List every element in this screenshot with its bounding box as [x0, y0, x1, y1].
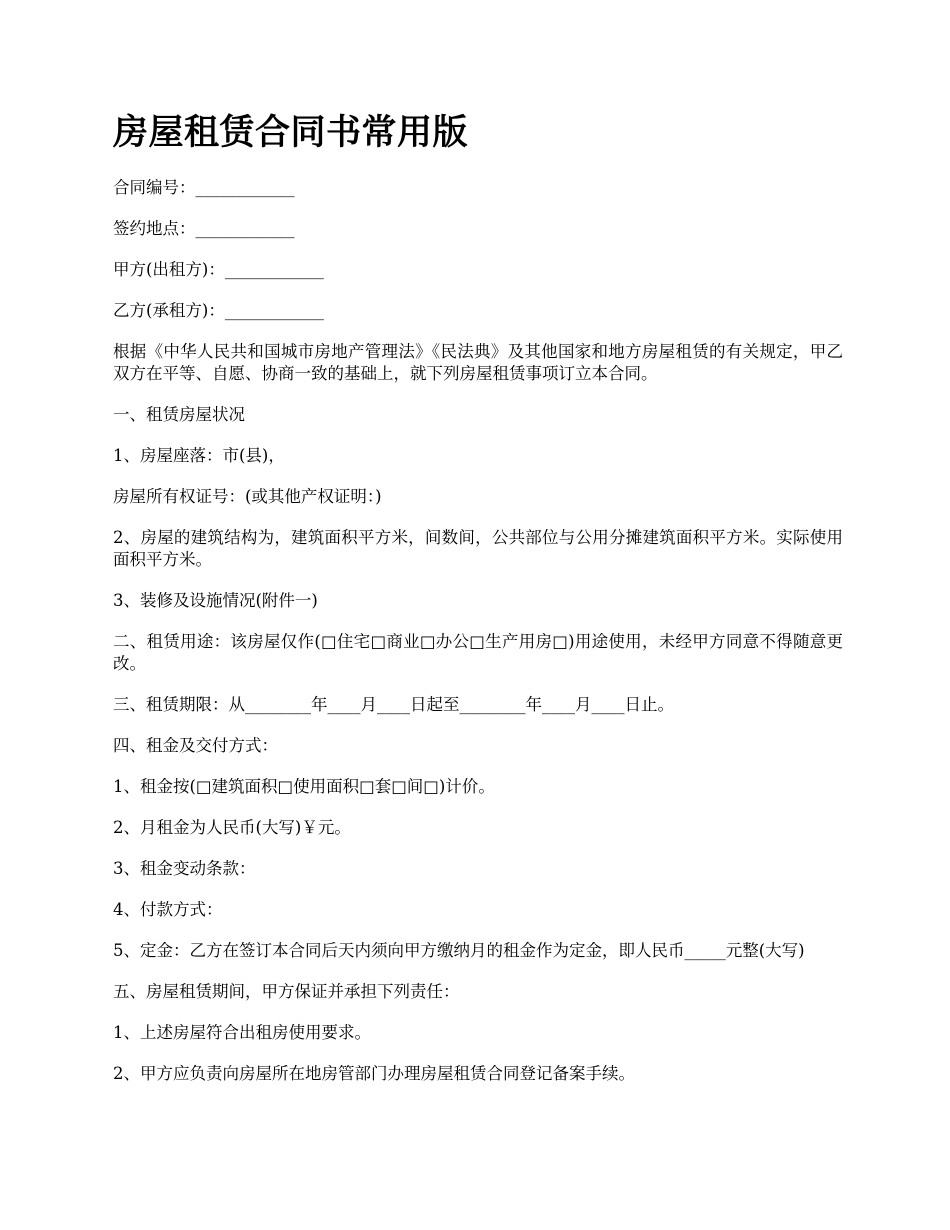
clause-paragraph: 2、甲方应负责向房屋所在地房管部门办理房屋租赁合同登记备案手续。: [113, 1064, 635, 1083]
contract-number-field: 合同编号：____________: [113, 178, 295, 197]
clause-paragraph: 3、装修及设施情况(附件一): [113, 591, 318, 610]
clause-paragraph: 5、定金：乙方在签订本合同后天内须向甲方缴纳月的租金作为定金，即人民币_____元整(大写): [113, 941, 805, 960]
clause-paragraph: 房屋所有权证号：(或其他产权证明：): [113, 487, 382, 506]
section-heading: 四、租金及交付方式：: [113, 736, 278, 755]
section-heading: 三、租赁期限：从________年____月____日起至________年____月____日止。: [113, 695, 674, 714]
signing-location-field: 签约地点：____________: [113, 219, 295, 238]
section-heading: 二、租赁用途：该房屋仅作(□住宅□商业□办公□生产用房□)用途使用，未经甲方同意不得随意更改。: [113, 632, 843, 673]
party-a-field: 甲方(出租方)：____________: [113, 260, 324, 279]
clause-paragraph: 3、租金变动条款：: [113, 859, 256, 878]
preamble-paragraph: 根据《中华人民共和国城市房地产管理法》《民法典》及其他国家和地方房屋租赁的有关规定，甲乙双方在平等、自愿、协商一致的基础上，就下列房屋租赁事项订立本合同。: [113, 342, 843, 383]
clause-paragraph: 2、月租金为人民币(大写)￥元。: [113, 818, 351, 837]
clause-paragraph: 1、上述房屋符合出租房使用要求。: [113, 1023, 371, 1042]
section-heading: 五、房屋租赁期间，甲方保证并承担下列责任：: [113, 982, 460, 1001]
clause-paragraph: 4、付款方式：: [113, 900, 223, 919]
clause-paragraph: 1、房屋座落：市(县)，: [113, 446, 285, 465]
clause-paragraph: 2、房屋的建筑结构为，建筑面积平方米，间数间，公共部位与公用分摊建筑面积平方米。实际使用面积平方米。: [113, 528, 843, 569]
document-page: [113, 108, 843, 1104]
section-heading: 一、租赁房屋状况: [113, 405, 245, 424]
clause-paragraph: 1、租金按(□建筑面积□使用面积□套□间□)计价。: [113, 777, 495, 796]
page-title: 房屋租赁合同书常用版: [113, 113, 469, 153]
party-b-field: 乙方(承租方)：____________: [113, 301, 324, 320]
